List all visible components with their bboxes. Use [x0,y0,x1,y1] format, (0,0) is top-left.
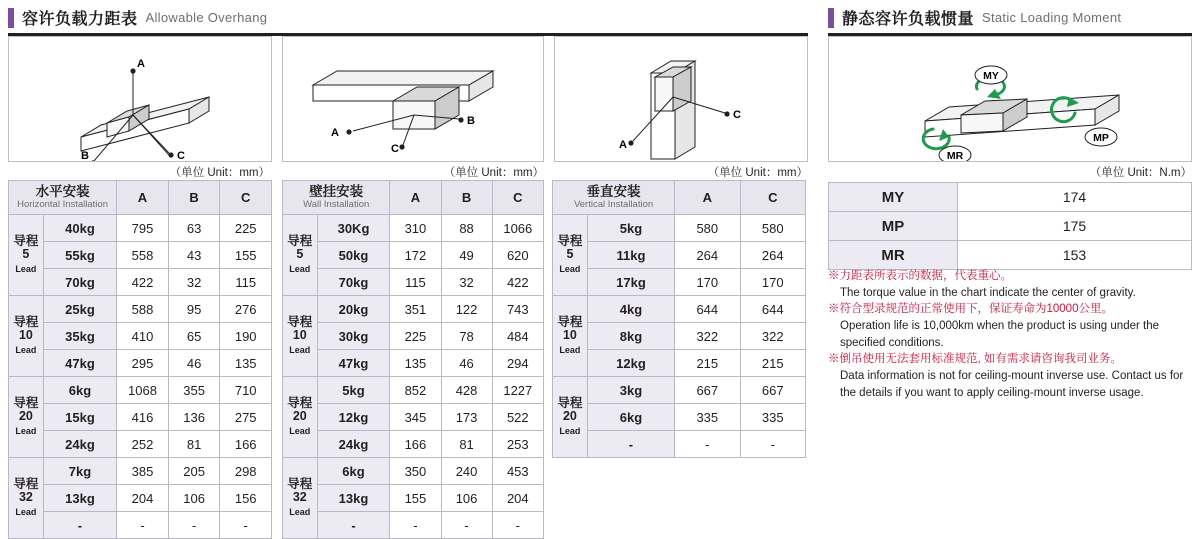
figure-label-b: B [467,115,475,127]
figure-label-a: A [137,58,145,70]
figure-label-c: C [391,143,399,155]
value-cell: 355 [168,377,220,404]
load-cell: 70kg [317,269,390,296]
section-header-allowable-overhang [8,6,808,36]
column-header-a: A [117,181,169,215]
value-cell: 294 [492,350,543,377]
table-horizontal-installation [8,180,272,539]
value-cell: 422 [492,269,543,296]
value-cell: - [390,512,441,539]
lead-group-5: 导程 5 Lead [553,215,588,296]
value-cell: 106 [441,485,492,512]
moment-label-mp: MP [829,212,958,241]
moment-value-my: 174 [958,183,1192,212]
lead-group-20: 导程 20 Lead [553,377,588,458]
value-cell: 205 [168,458,220,485]
value-cell: 215 [675,350,740,377]
table-row [553,431,806,458]
load-cell: 70kg [43,269,116,296]
table-row [9,512,272,539]
value-cell: 428 [441,377,492,404]
lead-group-10: 导程 10 Lead [9,296,44,377]
value-cell: 115 [390,269,441,296]
table-header-title: 壁挂安装 Wall Installation [283,181,390,215]
value-cell: - [492,512,543,539]
table-row [9,215,272,242]
note-3-cn: ※倒吊使用无法套用标准规范, 如有需求请咨询我司业务。 [828,353,1122,366]
value-cell: - [740,431,805,458]
figure-static-loading-moment [828,36,1192,162]
table-row [283,485,544,512]
value-cell: 264 [740,242,805,269]
value-cell: 115 [220,269,272,296]
load-cell: - [43,512,116,539]
load-cell: 13kg [43,485,116,512]
value-cell: 155 [220,242,272,269]
value-cell: 644 [740,296,805,323]
table-row [9,485,272,512]
value-cell: 155 [390,485,441,512]
accent-bar-icon [828,8,834,28]
value-cell: 166 [390,431,441,458]
table-row [283,377,544,404]
load-cell: 47kg [317,350,390,377]
value-cell: 298 [220,458,272,485]
load-cell: 6kg [587,404,674,431]
moment-value-mr: 153 [958,241,1192,270]
table-row [9,296,272,323]
lead-group-5: 导程 5 Lead [283,215,318,296]
value-cell: - [168,512,220,539]
load-cell: - [317,512,390,539]
load-cell: 35kg [43,323,116,350]
table-static-loading-moment [828,182,1192,270]
table-row [9,377,272,404]
column-header-b: B [441,181,492,215]
value-cell: 276 [220,296,272,323]
accent-bar-icon [8,8,14,28]
value-cell: 170 [675,269,740,296]
value-cell: - [441,512,492,539]
lead-group-32: 导程 32 Lead [283,458,318,539]
section-header-static-loading-moment [828,6,1192,36]
table-row [283,431,544,458]
table-row [283,512,544,539]
moment-value-mp: 175 [958,212,1192,241]
load-cell: 6kg [43,377,116,404]
value-cell: 252 [117,431,169,458]
lead-group-20: 导程 20 Lead [9,377,44,458]
figure-label-c: C [733,109,741,121]
value-cell: 173 [441,404,492,431]
table-row [9,404,272,431]
table-header-title: 垂直安装 Vertical Installation [553,181,675,215]
column-header-c: C [492,181,543,215]
table-row [283,269,544,296]
unit-label-mm: （单位 Unit：mm） [707,167,808,179]
value-cell: 253 [492,431,543,458]
table-row [283,323,544,350]
figure-label-mp: MP [1093,132,1109,144]
value-cell: 322 [740,323,805,350]
table-row [829,241,1192,270]
section-title-cn: 容许负载力距表 [22,11,138,28]
load-cell: 11kg [587,242,674,269]
table-row [553,215,806,242]
value-cell: 1066 [492,215,543,242]
value-cell: 264 [675,242,740,269]
value-cell: 204 [117,485,169,512]
value-cell: 1068 [117,377,169,404]
load-cell: 3kg [587,377,674,404]
value-cell: 63 [168,215,220,242]
figure-label-mr: MR [946,150,964,161]
table-row [283,404,544,431]
figure-row [8,36,808,179]
value-cell: 620 [492,242,543,269]
table-row [553,242,806,269]
value-cell: 88 [441,215,492,242]
table-row [9,431,272,458]
value-cell: 385 [117,458,169,485]
value-cell: 46 [168,350,220,377]
value-cell: 852 [390,377,441,404]
value-cell: 122 [441,296,492,323]
table-row [829,212,1192,241]
column-header-b: B [168,181,220,215]
value-cell: - [675,431,740,458]
value-cell: 710 [220,377,272,404]
note-3-en: Data information is not for ceiling-mount inverse use. Contact us for the details if you want to apply ceiling-mount inverse usage. [840,370,1184,399]
value-cell: 295 [117,350,169,377]
value-cell: 275 [220,404,272,431]
figure-label-b: B [81,150,89,161]
load-cell: 5kg [317,377,390,404]
value-cell: 335 [675,404,740,431]
column-header-a: A [675,181,740,215]
load-cell: 6kg [317,458,390,485]
value-cell: 156 [220,485,272,512]
value-cell: 453 [492,458,543,485]
value-cell: 166 [220,431,272,458]
figure-horizontal-installation [8,36,272,162]
value-cell: 225 [220,215,272,242]
value-cell: 240 [441,458,492,485]
figure-label-a: A [619,139,627,151]
value-cell: 667 [740,377,805,404]
figure-label-a: A [331,127,339,139]
value-cell: 190 [220,323,272,350]
lead-group-32: 导程 32 Lead [9,458,44,539]
lead-group-5: 导程 5 Lead [9,215,44,296]
value-cell: 135 [220,350,272,377]
figure-wall-installation [282,36,544,162]
lead-group-10: 导程 10 Lead [553,296,588,377]
value-cell: 522 [492,404,543,431]
unit-label-nm: （单位 Unit：N.m） [1089,167,1192,179]
load-cell: 25kg [43,296,116,323]
lead-group-20: 导程 20 Lead [283,377,318,458]
value-cell: 136 [168,404,220,431]
value-cell: 106 [168,485,220,512]
value-cell: 422 [117,269,169,296]
value-cell: 1227 [492,377,543,404]
table-row [283,458,544,485]
value-cell: 225 [390,323,441,350]
value-cell: 65 [168,323,220,350]
value-cell: 416 [117,404,169,431]
value-cell: 322 [675,323,740,350]
value-cell: 351 [390,296,441,323]
value-cell: 588 [117,296,169,323]
load-cell: 40kg [43,215,116,242]
load-cell: 8kg [587,323,674,350]
section-title-en: Static Loading Moment [982,10,1122,25]
value-cell: 558 [117,242,169,269]
value-cell: 310 [390,215,441,242]
unit-label-mm: （单位 Unit：mm） [169,167,270,179]
load-cell: 20kg [317,296,390,323]
table-row [283,215,544,242]
column-header-c: C [740,181,805,215]
value-cell: 644 [675,296,740,323]
table-row [283,350,544,377]
load-cell: 12kg [587,350,674,377]
value-cell: 350 [390,458,441,485]
column-header-a: A [390,181,441,215]
load-cell: 12kg [317,404,390,431]
load-cell: 7kg [43,458,116,485]
table-row [829,183,1192,212]
value-cell: 46 [441,350,492,377]
value-cell: 43 [168,242,220,269]
value-cell: 345 [390,404,441,431]
table-row [553,269,806,296]
table-wall-installation [282,180,544,539]
value-cell: 49 [441,242,492,269]
load-cell: 17kg [587,269,674,296]
value-cell: 32 [441,269,492,296]
section-title-cn: 静态容许负载惯量 [842,11,975,28]
value-cell: 580 [740,215,805,242]
value-cell: - [220,512,272,539]
figure-vertical-installation [554,36,808,162]
table-row [9,458,272,485]
notes-block [828,268,1200,401]
value-cell: 743 [492,296,543,323]
moment-label-my: MY [829,183,958,212]
section-title-en: Allowable Overhang [145,10,268,25]
load-cell: 47kg [43,350,116,377]
load-cell: 30Kg [317,215,390,242]
column-header-c: C [220,181,272,215]
table-row [283,242,544,269]
load-cell: 4kg [587,296,674,323]
table-row [553,296,806,323]
note-1-en: The torque value in the chart indicate the center of gravity. [840,286,1136,299]
moment-label-mr: MR [829,241,958,270]
load-cell: 55kg [43,242,116,269]
value-cell: 95 [168,296,220,323]
value-cell: 795 [117,215,169,242]
table-row [9,242,272,269]
value-cell: 410 [117,323,169,350]
note-2-cn: ※符合型录规范的正常使用下，保证寿命为10000公里。 [828,303,1113,316]
value-cell: 170 [740,269,805,296]
value-cell: 81 [168,431,220,458]
load-cell: 24kg [43,431,116,458]
load-cell: 13kg [317,485,390,512]
table-row [553,404,806,431]
unit-label-mm: （单位 Unit：mm） [443,167,544,179]
table-row [9,269,272,296]
value-cell: 335 [740,404,805,431]
value-cell: 172 [390,242,441,269]
load-cell: 15kg [43,404,116,431]
load-cell: - [587,431,674,458]
value-cell: - [117,512,169,539]
load-cell: 30kg [317,323,390,350]
figure-label-my: MY [983,70,999,82]
value-cell: 667 [675,377,740,404]
table-row [553,350,806,377]
table-vertical-installation [552,180,806,458]
table-row [9,350,272,377]
value-cell: 580 [675,215,740,242]
load-cell: 5kg [587,215,674,242]
table-row [283,296,544,323]
value-cell: 81 [441,431,492,458]
lead-group-10: 导程 10 Lead [283,296,318,377]
table-row [553,323,806,350]
table-row [9,323,272,350]
load-cell: 50kg [317,242,390,269]
value-cell: 135 [390,350,441,377]
value-cell: 32 [168,269,220,296]
value-cell: 78 [441,323,492,350]
note-2-en: Operation life is 10,000km when the product is using under the specified conditions. [840,320,1159,349]
value-cell: 484 [492,323,543,350]
table-row [553,377,806,404]
load-cell: 24kg [317,431,390,458]
value-cell: 204 [492,485,543,512]
table-header-title: 水平安装 Horizontal Installation [9,181,117,215]
note-1-cn: ※力距表所表示的数据，代表重心。 [828,270,1012,282]
value-cell: 215 [740,350,805,377]
figure-label-c: C [177,150,185,161]
